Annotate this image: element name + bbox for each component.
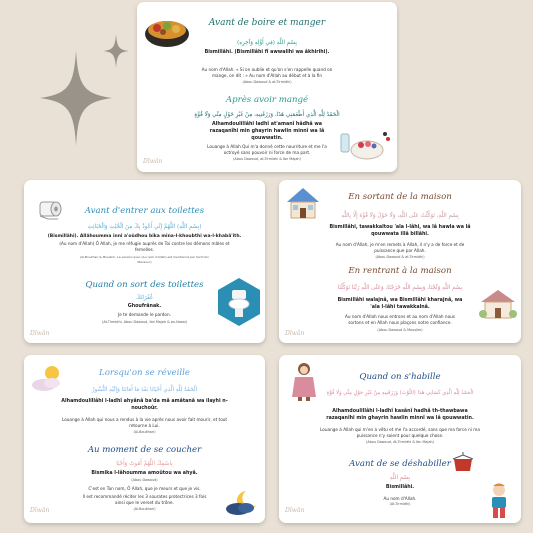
card1-french-1b: mange, on dit : » Au nom d'Allah au début et à la fin bbox=[211, 73, 323, 78]
brand-logo: Dīwān bbox=[285, 507, 305, 514]
card1-french-2a: Louange à Allah Qui m'a donné cette nourriture et me l'a bbox=[207, 144, 327, 149]
card3-transliteration-2a: Bismillâhi walajnâ, wa Bismillâhi kharajnâ, wa bbox=[337, 298, 463, 303]
card-sleep bbox=[24, 355, 265, 523]
cottage-icon bbox=[479, 288, 517, 320]
card5-transliteration-2: Bismillâhi. bbox=[385, 485, 415, 490]
card2-title-leaving-toilets: Quand on sort des toilettes bbox=[85, 280, 204, 290]
card4-french-2c: Il est recommandé réciter les 3 sourates protectrices 3 fois bbox=[82, 494, 207, 499]
card4-title-going-to-bed: Au moment de se coucher bbox=[87, 445, 202, 455]
card4-transliteration-1a: Alhamdoulillâhi l-ladhî ahyânâ ba'da mâ amâtanâ wa ilayhi n- bbox=[61, 399, 228, 404]
card1-title-after-eating: Après avoir mangé bbox=[225, 95, 309, 105]
card4-french-1a: Louange à Allah qui nous a rendus à la vie après nous avoir fait mourir, et tout bbox=[61, 417, 228, 422]
breakfast-bowl-icon bbox=[337, 120, 393, 164]
card1-french-1a: Au nom d'Allah. « Si on oublie et qu'on s'en rappelle quand on bbox=[201, 67, 333, 72]
card2-transliteration-2: Ghoufrânak. bbox=[127, 304, 162, 309]
card1-transliteration-2a: Alhamdoulillâhi ladhî at'amanî hâdhâ wa bbox=[211, 122, 322, 127]
card2-transliteration-1: (Bismillâhi). Allâhoumma innî a'oûdhou bika mina-l-khoubthi wa-l-khabâ'ith. bbox=[47, 234, 242, 239]
card4-arabic-2: بِاسْمِكَ اللَّهُمَّ أَمُوتُ وَأَحْيَا bbox=[116, 461, 173, 467]
card4-french-1b: retourne à Lui. bbox=[129, 423, 160, 428]
card-toilets bbox=[24, 180, 265, 343]
brand-logo: Dīwān bbox=[30, 507, 50, 514]
card1-french-2b: octroyé sans pouvoir ni force de ma part. bbox=[223, 150, 311, 155]
card3-transliteration-1a: Bismillâhi, tawakkaltou 'ala l-lâhi, wa lâ hawla wa lâ bbox=[329, 225, 471, 230]
card5-title-dressing: Quand on s'habille bbox=[359, 372, 441, 382]
card-dressing bbox=[279, 355, 521, 523]
card3-french-1b: puissance que par Allah. bbox=[374, 248, 426, 253]
card1-arabic-2: الْحَمْدُ لِلَّهِ الَّذِي أَطْعَمَنِي هَذَا، وَرَزَقَنِيهِ، مِنْ غَيْرِ حَوْلٍ مِنِّي وَلَا قُوَّةٍ bbox=[194, 112, 340, 118]
card5-transliteration-1b: razaqanîhi min ghayrin hawlin minnî wa lâ qouwwatin. bbox=[326, 416, 474, 421]
card1-transliteration-1: Bismillâhi. (Bismillâhi fî awwalihi wa âkhirihi). bbox=[204, 50, 330, 55]
moon-cloud-icon bbox=[224, 487, 260, 517]
card2-source-1b: Mansour) bbox=[137, 260, 152, 264]
brand-logo: Dīwān bbox=[30, 330, 50, 337]
card1-arabic-1: بِسْمِ اللَّهِ (فِي أَوَّلِهِ وَآخِرِهِ) bbox=[237, 40, 297, 46]
sparkle-star-small-icon bbox=[103, 34, 129, 68]
card5-french-1b: puissance n'y soient pour quelque chose. bbox=[356, 433, 444, 438]
card2-source-1a: (Al-Boukhari & Mouslim. La version avec (Au nom d'Allah) est mentionné par Sa'id ibn bbox=[80, 255, 209, 259]
card1-transliteration-2b: razaqanîhi min ghayrin hawlin minnî wa lâ bbox=[209, 129, 325, 134]
card3-arabic-1: بِسْمِ اللَّهِ، تَوَكَّلْتُ عَلَى اللَّهِ، وَلَا حَوْلَ وَلَا قُوَّةَ إِلَّا بِاللَّهِ bbox=[341, 213, 459, 219]
card3-french-1a: Au nom d'Allah, je m'en remets à Allah, il n'y a de force et de bbox=[335, 242, 465, 247]
card3-arabic-2: بِسْمِ اللَّهِ وَلَجْنَا، وَبِسْمِ اللَّهِ خَرَجْنَا، وَعَلَى اللَّهِ رَبِّنَا تَوَكَّلْنَا bbox=[337, 285, 463, 291]
card5-arabic-2: بِسْمِ اللَّهِ bbox=[389, 475, 411, 481]
card3-source-2: (Abou Dawoud & Mouslim) bbox=[377, 328, 423, 332]
card2-source-2: (At-Tirmidhi, Abou Dawoud, Ibn Majah & an-Nasai) bbox=[102, 320, 187, 324]
card5-french-1a: Louange à Allah qui m'en a vêtu et me l'a accordé, sans que ma force ni ma bbox=[320, 427, 480, 432]
card4-source-2a: (Abou Dawoud) bbox=[131, 478, 158, 482]
card4-title-waking-up: Lorsqu'on se réveille bbox=[99, 368, 190, 378]
card5-arabic-1: الْحَمْدُ لِلَّهِ الَّذِي كَسَانِي هَذَا (الثَّوْبَ) وَرَزَقَنِيهِ مِنْ غَيْرِ حَوْلٍ مِنِّي وَلَا قُوَّةٍ bbox=[326, 390, 474, 396]
card2-arabic-2: غُفْرَانَكَ bbox=[136, 295, 153, 301]
card4-source-2b: (Al-Boukhari) bbox=[133, 507, 156, 511]
card3-source-1: (Abou Dawoud & at-Tirmidhi) bbox=[375, 255, 425, 259]
toilet-icon bbox=[218, 278, 260, 326]
card5-title-undressing: Avant de se déshabiller bbox=[349, 459, 451, 469]
sparkle-star-large-icon bbox=[40, 50, 112, 146]
brand-logo: Dīwān bbox=[143, 158, 163, 165]
card1-source-2: (Abou Dawoud, at-Tirmidhi & Ibn Majah) bbox=[233, 157, 301, 161]
card2-french-2: Je te demande le pardon. bbox=[118, 312, 171, 317]
card2-french-1b: femelles. bbox=[134, 247, 155, 252]
card4-source-1: (Al-Boukhari) bbox=[133, 430, 156, 434]
shirt-hanger-icon bbox=[451, 451, 475, 473]
card-eating bbox=[137, 2, 397, 172]
card2-arabic-1: (بِسْمِ اللَّهِ) اللَّهُمَّ إِنِّي أَعُوذُ بِكَ مِنَ الْخُبُثِ وَالْخَبَائِثِ bbox=[87, 224, 202, 230]
card5-transliteration-1a: Alhamdoulillâhi l-ladhî kasânî hadhâ th-thawbawa bbox=[332, 409, 468, 414]
card3-title-entering-house: En rentrant à la maison bbox=[348, 266, 452, 276]
card4-french-2a: C'est en Ton nom, Ô Allah, que je meurs et que je vis. bbox=[88, 486, 201, 491]
card2-french-1a: (Au nom d'Allah) Ô Allah, je me réfugie auprès de Toi contre les démons mâles et bbox=[59, 241, 230, 246]
card3-transliteration-1b: qouwwata illâ billâhi. bbox=[371, 232, 429, 237]
card4-transliteration-2: Bismika l-lâhoumma amoûtou wa ahyâ. bbox=[91, 471, 198, 476]
card3-transliteration-2b: 'ala l-lâhi tawakkalnâ. bbox=[370, 305, 430, 310]
brand-logo: Dīwān bbox=[285, 330, 305, 337]
card1-title-before-eating: Avant de boire et manger bbox=[208, 18, 326, 28]
boy-dressing-icon bbox=[485, 483, 513, 519]
card5-source-1: (Abou Dawoud, At-Tirmidhi & Ibn Majah) bbox=[366, 440, 434, 444]
card5-french-2: Au nom d'Allah. bbox=[383, 496, 417, 501]
card3-french-2b: sortons et en Allah nous plaçons notre confiance. bbox=[348, 320, 452, 325]
card3-french-2a: Au nom d'Allah nous entrons et au nom d'Allah nous bbox=[345, 314, 455, 319]
card1-source-1: (Abou Dawoud & at-Tirmidhi) bbox=[242, 80, 292, 84]
card3-title-leaving-house: En sortant de la maison bbox=[348, 192, 452, 202]
card-house bbox=[279, 180, 521, 343]
card5-source-2: (At-Tirmidhi) bbox=[389, 502, 411, 506]
card4-arabic-1: الْحَمْدُ لِلَّهِ الَّذِي أَحْيَانَا بَعْدَ مَا أَمَاتَنَا وَإِلَيْهِ النُّشُورُ bbox=[91, 387, 198, 393]
card4-french-2d: ainsi que le verset du trône. bbox=[115, 500, 174, 505]
card4-transliteration-1b: nouchoûr. bbox=[131, 406, 158, 411]
card2-title-before-toilets: Avant d'entrer aux toilettes bbox=[84, 206, 205, 216]
card1-transliteration-2c: qouwwatin. bbox=[251, 136, 283, 141]
